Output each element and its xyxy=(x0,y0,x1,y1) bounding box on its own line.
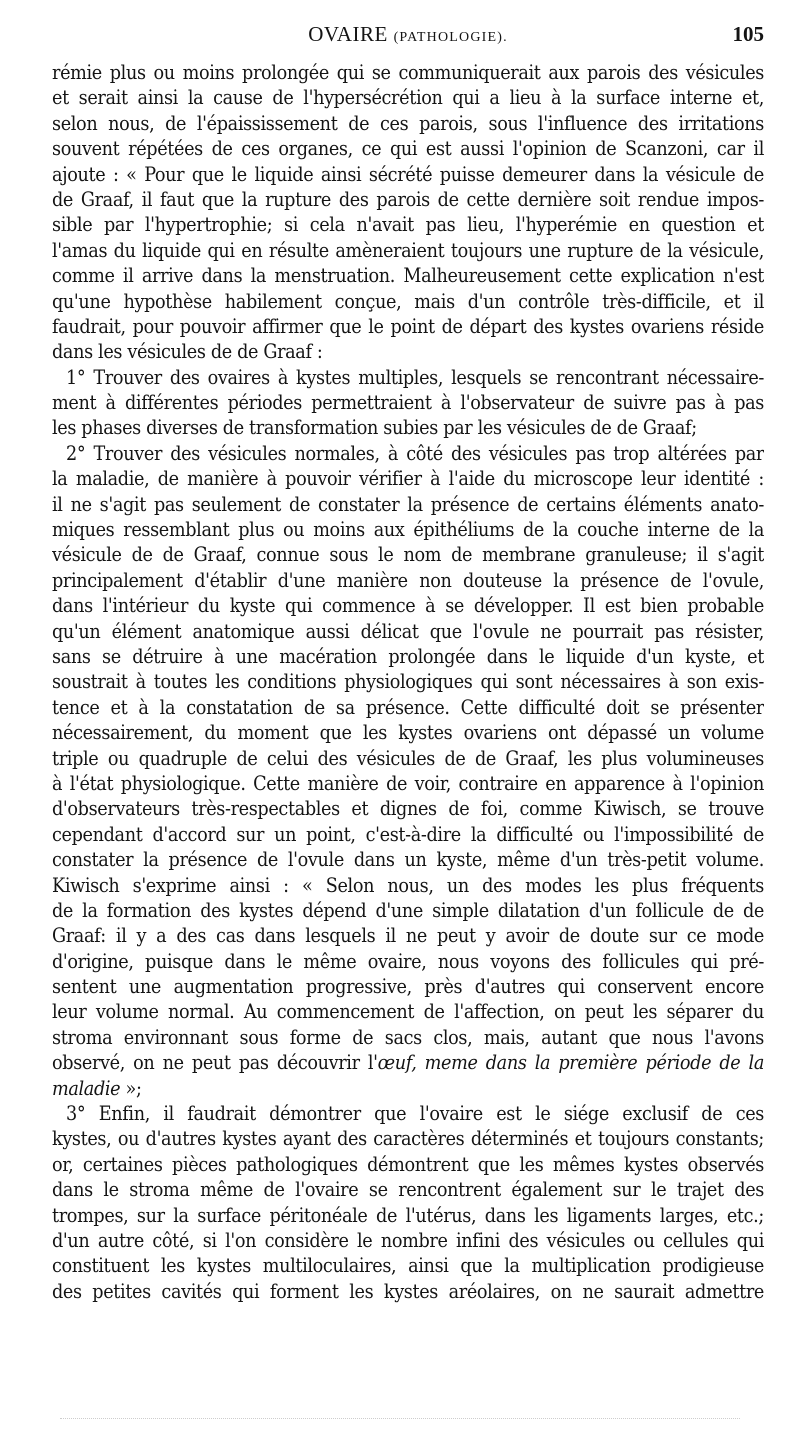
text-line: or, certaines pièces pathologiques démontrent que les mêmes kystes observés xyxy=(52,1152,764,1176)
text-line: dans les vésicules de de Graaf : xyxy=(52,340,323,364)
text-line: principalement d'établir d'une manière non douteuse la présence de l'ovule, xyxy=(52,568,764,592)
text-line: Graaf: il y a des cas dans lesquels il ne peut y avoir de doute sur ce mode xyxy=(52,924,764,948)
text-line: qu'un élément anatomique aussi délicat que l'ovule ne pourrait pas résister, xyxy=(52,619,764,643)
text-line: miques ressemblant plus ou moins aux épithéliums de la couche interne de la xyxy=(52,518,764,542)
text-line: d'un autre côté, si l'on considère le nombre infini des vésicules ou cellules qui xyxy=(52,1228,764,1252)
text-line: d'observateurs très-respectables et dignes de foi, comme Kiwisch, se trouve xyxy=(52,797,764,821)
text-line: stroma environnant sous forme de sacs clos, mais, autant que nous l'avons xyxy=(52,1025,764,1049)
quote-close: »; xyxy=(120,1076,142,1100)
text-line: de Graaf, il faut que la rupture des parois de cette dernière soit rendue impos- xyxy=(52,187,764,211)
text-line: 1° Trouver des ovaires à kystes multiples, lesquels se rencontrant nécessaire- xyxy=(66,365,764,389)
text-line: triple ou quadruple de celui des vésicules de de Graaf, les plus volumineuses xyxy=(52,746,764,770)
text-line: nécessairement, du moment que les kystes ovariens ont dépassé un volume xyxy=(52,721,764,745)
text-line: cependant d'accord sur un point, c'est-à-dire la difficulté ou l'impossibilité de xyxy=(52,822,764,846)
text-line: ment à différentes périodes permettraient à l'observateur de suivre pas à pas xyxy=(52,391,764,415)
text-line: leur volume normal. Au commencement de l'affection, on peut les séparer du xyxy=(52,1000,764,1024)
text-line: faudrait, pour pouvoir affirmer que le point de départ des kystes ovariens réside xyxy=(52,314,764,338)
running-title-main: OVAIRE xyxy=(308,22,388,46)
text-line: et serait ainsi la cause de l'hypersécrétion qui a lieu à la surface interne et, xyxy=(52,86,764,110)
text-line: sible par l'hypertrophie; si cela n'avait pas lieu, l'hyperémie en question et xyxy=(52,213,764,237)
running-title-subtitle: (PATHOLOGIE). xyxy=(393,30,508,45)
text-line: trompes, sur la surface péritonéale de l'utérus, dans les ligaments larges, etc.; xyxy=(52,1203,764,1227)
text-line-mixed xyxy=(52,1050,764,1075)
text-line: ajoute : « Pour que le liquide ainsi sécrété puisse demeurer dans la vésicule de xyxy=(52,162,764,186)
text-line: constater la présence de l'ovule dans un kyste, même d'un très-petit volume. xyxy=(52,848,764,872)
text-line: Kiwisch s'exprime ainsi : « Selon nous, un des modes les plus fréquents xyxy=(52,873,764,897)
text-line: les phases diverses de transformation subies par les vésicules de de Graaf; xyxy=(52,416,697,440)
page-number: 105 xyxy=(732,22,764,46)
text-line: vésicule de de Graaf, connue sous le nom de membrane granuleuse; il s'agit xyxy=(52,543,764,567)
text-line: il ne s'agit pas seulement de constater la présence de certains éléments anato- xyxy=(52,492,764,516)
running-title xyxy=(52,22,764,47)
text-line: kystes, ou d'autres kystes ayant des caractères déterminés et toujours constants; xyxy=(52,1127,764,1151)
text-line-roman: observé, on ne peut pas découvrir l' xyxy=(52,1051,378,1075)
text-line: souvent répétées de ces organes, ce qui est aussi l'opinion de Scanzoni, car il xyxy=(52,137,764,161)
text-line: tence et à la constatation de sa présence. Cette difficulté doit se présenter xyxy=(52,695,764,719)
text-line: rémie plus ou moins prolongée qui se communiquerait aux parois des vésicules xyxy=(52,61,764,84)
text-line: dans l'intérieur du kyste qui commence à se développer. Il est bien probable xyxy=(52,594,764,618)
italic-quote-end: maladie xyxy=(52,1076,121,1100)
text-line: constituent les kystes multiloculaires, ainsi que la multiplication prodigieuse xyxy=(52,1254,764,1278)
page-header xyxy=(52,22,764,52)
text-line: des petites cavités qui forment les kystes aréolaires, on ne saurait admettre xyxy=(52,1279,764,1303)
text-line: sans se détruire à une macération prolongée dans le liquide d'un kyste, et xyxy=(52,644,764,668)
text-line: sentent une augmentation progressive, près d'autres qui conservent encore xyxy=(52,975,764,999)
text-line: qu'une hypothèse habilement conçue, mais d'un contrôle très-difficile, et il xyxy=(52,289,764,313)
text-line: comme il arrive dans la menstruation. Malheureusement cette explication n'est xyxy=(52,264,764,288)
text-line: soustrait à toutes les conditions physiologiques qui sont nécessaires à son exis- xyxy=(52,670,764,694)
text-line: 2° Trouver des vésicules normales, à côté des vésicules pas trop altérées par xyxy=(66,441,764,465)
text-line-mixed xyxy=(52,1076,764,1101)
text-line: selon nous, de l'épaississement de ces parois, sous l'influence des irritations xyxy=(52,111,764,135)
text-line: la maladie, de manière à pouvoir vérifier à l'aide du microscope leur identité : xyxy=(52,467,764,491)
text-line: dans le stroma même de l'ovaire se rencontrent également sur le trajet des xyxy=(52,1178,764,1202)
bleed-through-rule xyxy=(60,1418,740,1420)
text-line: de la formation des kystes dépend d'une simple dilatation d'un follicule de de xyxy=(52,898,764,922)
text-line: d'origine, puisque dans le même ovaire, nous voyons des follicules qui pré- xyxy=(52,949,764,973)
text-line: à l'état physiologique. Cette manière de voir, contraire en apparence à l'opinion xyxy=(52,771,764,795)
italic-quote: œuf, meme dans la première période de la xyxy=(377,1051,764,1075)
body-text xyxy=(52,60,764,1304)
text-line: 3° Enfin, il faudrait démontrer que l'ovaire est le siége exclusif de ces xyxy=(66,1102,764,1126)
text-line: l'amas du liquide qui en résulte amèneraient toujours une rupture de la vésicule, xyxy=(52,238,764,262)
